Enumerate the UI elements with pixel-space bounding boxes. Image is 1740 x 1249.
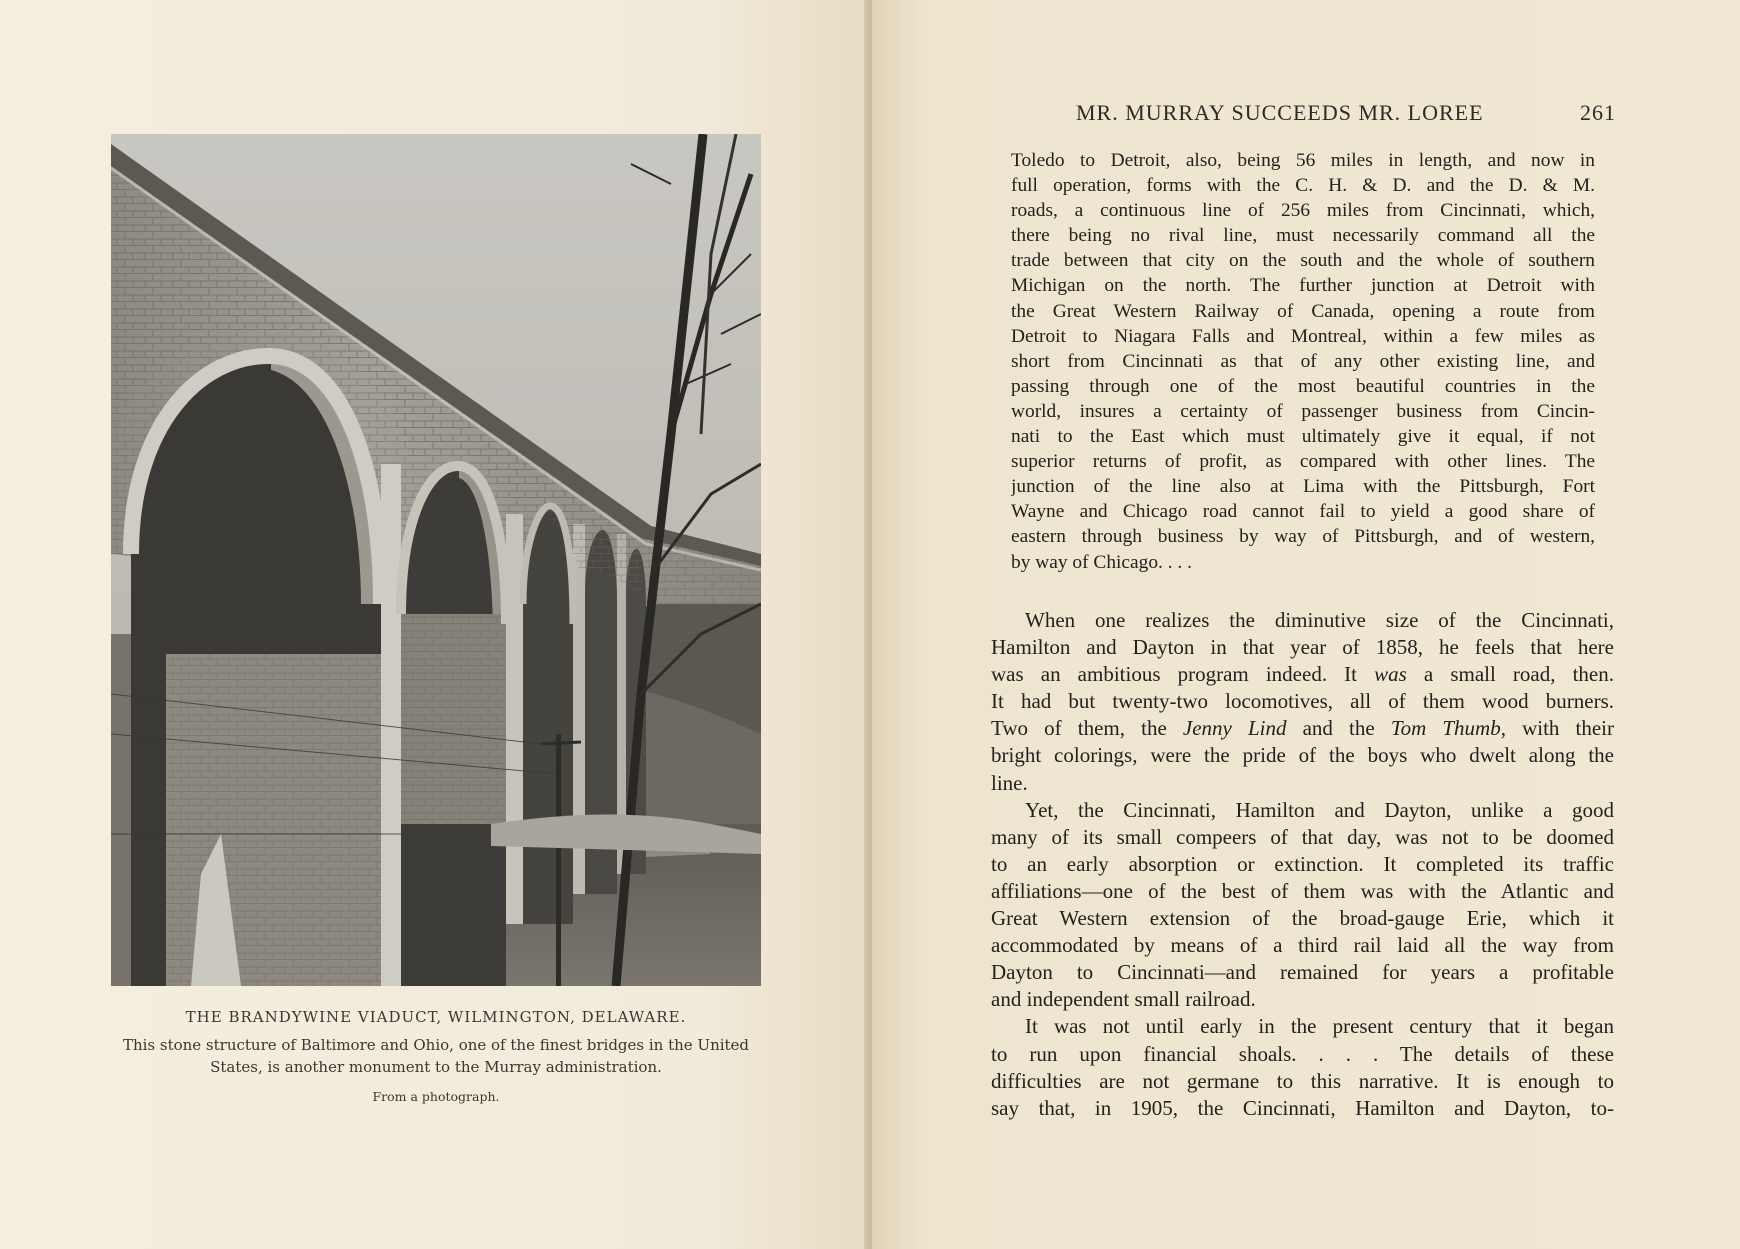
paragraph-line: affiliations—one of the best of them was with the Atlantic and xyxy=(991,878,1614,903)
text-run: was an ambitious program indeed. It xyxy=(991,662,1375,687)
block-quote xyxy=(1011,148,1595,575)
running-head xyxy=(1076,100,1616,126)
body-text xyxy=(991,607,1614,1122)
text-run: a small road, then. xyxy=(1406,662,1614,687)
caption-title: THE BRANDYWINE VIADUCT, WILMINGTON, DELAWARE. xyxy=(185,1008,687,1026)
quote-line: there being no rival line, must necessarily command all the xyxy=(1011,225,1595,247)
paragraph-line: to run upon financial shoals. . . . The details of these xyxy=(991,1041,1614,1066)
quote-line: eastern through business by way of Pittsburgh, and of western, xyxy=(1011,526,1595,548)
paragraph-line: difficulties are not germane to this narrative. It is enough to xyxy=(991,1068,1614,1093)
paragraph-line: It had but twenty-two locomotives, all of them wood burners. xyxy=(991,689,1614,714)
quote-line: Wayne and Chicago road cannot fail to yield a good share of xyxy=(1011,501,1595,523)
quote-line: full operation, forms with the C. H. & D. and the D. & M. xyxy=(1011,175,1595,197)
quote-line: roads, a continuous line of 256 miles from Cincinnati, which, xyxy=(1011,200,1595,222)
paragraph-line: Great Western extension of the broad-gauge Erie, which it xyxy=(991,906,1614,931)
paragraph-line: many of its small compeers of that day, was not to be doomed xyxy=(991,824,1614,849)
page-number: 261 xyxy=(1580,100,1616,125)
quote-line: world, insures a certainty of passenger business from Cincin- xyxy=(1011,400,1595,422)
paragraph-line xyxy=(991,661,1614,688)
text-run: and the xyxy=(1286,716,1391,741)
quote-line: junction of the line also at Lima with the Pittsburgh, Fort xyxy=(1011,476,1595,498)
quote-line: Toledo to Detroit, also, being 56 miles in length, and now in xyxy=(1011,150,1595,171)
quote-line: Michigan on the north. The further junction at Detroit with xyxy=(1011,275,1595,297)
paragraph-line: When one realizes the diminutive size of the Cincinnati, xyxy=(1025,608,1614,632)
paragraph-line xyxy=(991,715,1614,742)
quote-line: passing through one of the most beautiful countries in the xyxy=(1011,375,1595,397)
text-run: Two of them, the xyxy=(991,716,1183,741)
quote-line: nati to the East which must ultimately give it equal, if not xyxy=(1011,426,1595,448)
running-head-title: MR. MURRAY SUCCEEDS MR. LOREE xyxy=(1076,100,1484,125)
viaduct-photograph xyxy=(111,134,761,986)
figure-caption xyxy=(100,1006,772,1106)
paragraph-line: line. xyxy=(991,770,1028,795)
paragraph-line: accommodated by means of a third rail laid all the way from xyxy=(991,933,1614,958)
paragraph-line: say that, in 1905, the Cincinnati, Hamilton and Dayton, to- xyxy=(991,1095,1614,1120)
paragraph-line: to an early absorption or extinction. It completed its traffic xyxy=(991,851,1614,876)
quote-line: by way of Chicago. . . . xyxy=(1011,551,1192,573)
caption-description xyxy=(100,1034,772,1078)
paragraph-line: and independent small railroad. xyxy=(991,987,1256,1012)
quote-line: short from Cincinnati as that of any other existing line, and xyxy=(1011,350,1595,372)
paragraph-line: Dayton to Cincinnati—and remained for years a profitable xyxy=(991,960,1614,985)
quote-line: the Great Western Railway of Canada, opening a route from xyxy=(1011,300,1595,322)
italic-run: was xyxy=(1374,662,1407,687)
quote-line: trade between that city on the south and the whole of southern xyxy=(1011,250,1595,272)
caption-line: This stone structure of Baltimore and Ohio, one of the finest bridges in the United xyxy=(122,1036,750,1054)
left-page xyxy=(0,0,868,1249)
photo-credit: From a photograph. xyxy=(372,1089,500,1104)
paragraph-line: Yet, the Cincinnati, Hamilton and Dayton, unlike a good xyxy=(1025,797,1614,822)
paragraph-line: bright colorings, were the pride of the boys who dwelt along the xyxy=(991,743,1614,768)
quote-line: superior returns of profit, as compared with other lines. The xyxy=(1011,451,1595,473)
quote-line: Detroit to Niagara Falls and Montreal, within a few miles as xyxy=(1011,325,1595,347)
paragraph-line: Hamilton and Dayton in that year of 1858, he feels that here xyxy=(991,635,1614,660)
italic-run: Tom Thumb xyxy=(1390,716,1501,741)
paragraph-line: It was not until early in the present century that it began xyxy=(1025,1014,1614,1039)
caption-line: States, is another monument to the Murray administration. xyxy=(210,1058,662,1076)
italic-run: Jenny Lind xyxy=(1182,716,1287,741)
text-run: , with their xyxy=(1500,716,1614,741)
